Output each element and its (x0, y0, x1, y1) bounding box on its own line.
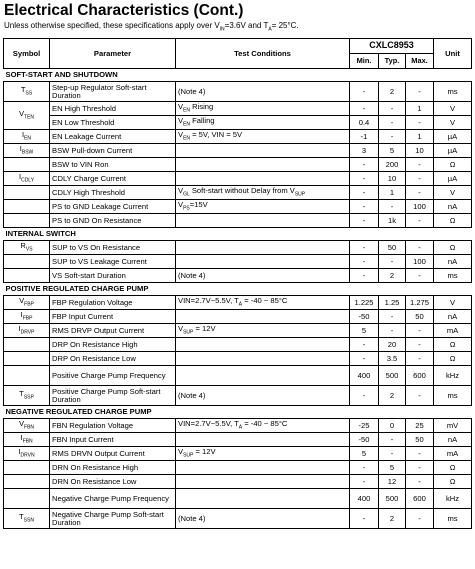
condition-cell (176, 310, 350, 324)
parameter-cell: BSW to VIN Ron (50, 158, 176, 172)
electrical-characteristics-table (3, 38, 472, 529)
section-title: SOFT-START AND SHUTDOWN (4, 69, 472, 82)
max-value-cell: - (406, 386, 434, 406)
max-value-cell: 100 (406, 255, 434, 269)
unit-cell: Ω (434, 352, 472, 366)
typ-value-cell: - (379, 130, 406, 144)
table-row (4, 310, 472, 324)
typ-value-cell: 1k (379, 214, 406, 228)
symbol-cell (4, 489, 50, 509)
table-row (4, 102, 472, 116)
unit-cell: kHz (434, 489, 472, 509)
table-row (4, 433, 472, 447)
header-part-number: CXLC8953 (350, 39, 434, 54)
symbol-cell: $I_{EN}$ (4, 130, 50, 144)
typ-value-cell: 2 (379, 82, 406, 102)
symbol-cell: $I_{CDLY}$ (4, 172, 50, 186)
unit-cell: nA (434, 310, 472, 324)
parameter-cell: Positive Charge Pump Frequency (50, 366, 176, 386)
condition-cell: $V_{EN}$ Rising (176, 102, 350, 116)
min-value-cell: 1.225 (350, 296, 379, 310)
header-max: Max. (406, 54, 434, 69)
condition-cell: VIN=2.7V~5.5V, $T_A = -40$ ~ 85°C (176, 296, 350, 310)
unit-cell: ms (434, 269, 472, 283)
section-header (4, 406, 472, 419)
typ-value-cell: 2 (379, 269, 406, 283)
parameter-cell: FBN Input Current (50, 433, 176, 447)
typ-value-cell: - (379, 310, 406, 324)
condition-cell (176, 338, 350, 352)
section-title: POSITIVE REGULATED CHARGE PUMP (4, 283, 472, 296)
max-value-cell: - (406, 82, 434, 102)
typ-value-cell: - (379, 433, 406, 447)
min-value-cell: - (350, 461, 379, 475)
max-value-cell: 25 (406, 419, 434, 433)
max-value-cell: - (406, 241, 434, 255)
max-value-cell: 1 (406, 102, 434, 116)
max-value-cell: 600 (406, 489, 434, 509)
condition-cell (176, 214, 350, 228)
parameter-cell: RMS DRVP Output Current (50, 324, 176, 338)
symbol-cell (4, 475, 50, 489)
unit-cell: ms (434, 386, 472, 406)
typ-value-cell: 5 (379, 461, 406, 475)
max-value-cell: - (406, 352, 434, 366)
min-value-cell: 400 (350, 489, 379, 509)
table-body (4, 69, 472, 529)
table-row (4, 241, 472, 255)
max-value-cell: - (406, 461, 434, 475)
unit-cell: ms (434, 82, 472, 102)
min-value-cell: - (350, 241, 379, 255)
parameter-cell: SUP to VS Leakage Current (50, 255, 176, 269)
table-row (4, 269, 472, 283)
table-row (4, 296, 472, 310)
min-value-cell: - (350, 509, 379, 529)
table-row (4, 489, 472, 509)
symbol-cell (4, 186, 50, 200)
table-row (4, 386, 472, 406)
section-header (4, 228, 472, 241)
symbol-cell: $I_{BSW}$ (4, 144, 50, 158)
section-title: INTERNAL SWITCH (4, 228, 472, 241)
header-parameter: Parameter (50, 39, 176, 69)
symbol-cell: $I_{FBN}$ (4, 433, 50, 447)
parameter-cell: DRN On Resistance High (50, 461, 176, 475)
symbol-cell: $I_{DRVN}$ (4, 447, 50, 461)
symbol-cell: $V_{TEN}$ (4, 102, 50, 130)
condition-cell (176, 172, 350, 186)
table-row (4, 144, 472, 158)
symbol-cell: $V_{FBP}$ (4, 296, 50, 310)
parameter-cell: EN Leakage Current (50, 130, 176, 144)
table-row (4, 116, 472, 130)
unit-cell: Ω (434, 241, 472, 255)
table-row (4, 214, 472, 228)
condition-cell: (Note 4) (176, 269, 350, 283)
typ-value-cell: 1.25 (379, 296, 406, 310)
condition-cell (176, 255, 350, 269)
typ-value-cell: - (379, 102, 406, 116)
condition-cell: $V_{EN} = 5V$, VIN = 5V (176, 130, 350, 144)
typ-value-cell: 1 (379, 186, 406, 200)
unit-cell: nA (434, 255, 472, 269)
condition-cell: $V_{GL}$ Soft-start without Delay from $V_{SUP}$ (176, 186, 350, 200)
max-value-cell: 100 (406, 200, 434, 214)
table-row (4, 475, 472, 489)
unit-cell: mA (434, 324, 472, 338)
unit-cell: V (434, 102, 472, 116)
condition-cell: $V_{PS}=15V$ (176, 200, 350, 214)
min-value-cell: - (350, 172, 379, 186)
typ-value-cell: - (379, 255, 406, 269)
condition-cell: $V_{SUP} = 12V$ (176, 447, 350, 461)
table-row (4, 366, 472, 386)
unit-cell: nA (434, 200, 472, 214)
symbol-cell: $I_{FBP}$ (4, 310, 50, 324)
condition-cell: VIN=2.7V~5.5V, $T_A = -40$ ~ 85°C (176, 419, 350, 433)
min-value-cell: - (350, 82, 379, 102)
condition-cell: (Note 4) (176, 82, 350, 102)
table-row (4, 158, 472, 172)
section-header (4, 283, 472, 296)
symbol-cell: $T_{SS}$ (4, 82, 50, 102)
unit-cell: Ω (434, 158, 472, 172)
parameter-cell: EN Low Threshold (50, 116, 176, 130)
unit-cell: nA (434, 433, 472, 447)
header-typ: Typ. (379, 54, 406, 69)
header-unit: Unit (434, 39, 472, 69)
condition-cell (176, 241, 350, 255)
max-value-cell: 1.275 (406, 296, 434, 310)
min-value-cell: 400 (350, 366, 379, 386)
typ-value-cell: 2 (379, 386, 406, 406)
unit-cell: mV (434, 419, 472, 433)
max-value-cell: - (406, 475, 434, 489)
table-row (4, 338, 472, 352)
typ-value-cell: - (379, 200, 406, 214)
typ-value-cell: 500 (379, 366, 406, 386)
parameter-cell: Positive Charge Pump Soft-start Duration (50, 386, 176, 406)
table-row (4, 419, 472, 433)
min-value-cell: - (350, 102, 379, 116)
unit-cell: mA (434, 447, 472, 461)
parameter-cell: RMS DRVN Output Current (50, 447, 176, 461)
condition-cell (176, 158, 350, 172)
max-value-cell: 600 (406, 366, 434, 386)
typ-value-cell: 2 (379, 509, 406, 529)
min-value-cell: -50 (350, 433, 379, 447)
parameter-cell: DRP On Resistance High (50, 338, 176, 352)
table-row (4, 200, 472, 214)
typ-value-cell: 12 (379, 475, 406, 489)
table-row (4, 130, 472, 144)
unit-cell: Ω (434, 338, 472, 352)
symbol-cell: $T_{SSN}$ (4, 509, 50, 529)
header-test-conditions: Test Conditions (176, 39, 350, 69)
typ-value-cell: 20 (379, 338, 406, 352)
min-value-cell: -1 (350, 130, 379, 144)
typ-value-cell: 3.5 (379, 352, 406, 366)
table-row (4, 461, 472, 475)
max-value-cell: - (406, 172, 434, 186)
table-row (4, 186, 472, 200)
min-value-cell: - (350, 475, 379, 489)
max-value-cell: - (406, 447, 434, 461)
condition-cell (176, 475, 350, 489)
parameter-cell: DRP On Resistance Low (50, 352, 176, 366)
typ-value-cell: 50 (379, 241, 406, 255)
typ-value-cell: 10 (379, 172, 406, 186)
table-row (4, 509, 472, 529)
table-row (4, 447, 472, 461)
parameter-cell: Negative Charge Pump Soft-start Duration (50, 509, 176, 529)
unit-cell: Ω (434, 461, 472, 475)
typ-value-cell: 5 (379, 144, 406, 158)
min-value-cell: - (350, 386, 379, 406)
condition-cell (176, 352, 350, 366)
min-value-cell: - (350, 158, 379, 172)
parameter-cell: CDLY Charge Current (50, 172, 176, 186)
condition-cell (176, 489, 350, 509)
min-value-cell: 5 (350, 324, 379, 338)
max-value-cell: - (406, 214, 434, 228)
parameter-cell: DRN On Resistance Low (50, 475, 176, 489)
unit-cell: V (434, 116, 472, 130)
condition-cell (176, 461, 350, 475)
min-value-cell: - (350, 352, 379, 366)
section-title: NEGATIVE REGULATED CHARGE PUMP (4, 406, 472, 419)
symbol-cell (4, 158, 50, 172)
max-value-cell: - (406, 509, 434, 529)
min-value-cell: - (350, 186, 379, 200)
header-symbol: Symbol (4, 39, 50, 69)
parameter-cell: EN High Threshold (50, 102, 176, 116)
typ-value-cell: 500 (379, 489, 406, 509)
max-value-cell: - (406, 324, 434, 338)
symbol-cell (4, 352, 50, 366)
max-value-cell: 50 (406, 310, 434, 324)
max-value-cell: - (406, 338, 434, 352)
min-value-cell: 3 (350, 144, 379, 158)
condition-cell: $V_{EN}$ Falling (176, 116, 350, 130)
max-value-cell: - (406, 158, 434, 172)
max-value-cell: - (406, 269, 434, 283)
unit-cell: µA (434, 130, 472, 144)
symbol-cell (4, 461, 50, 475)
unit-cell: Ω (434, 475, 472, 489)
symbol-cell (4, 200, 50, 214)
unit-cell: ms (434, 509, 472, 529)
parameter-cell: SUP to VS On Resistance (50, 241, 176, 255)
unit-cell: V (434, 296, 472, 310)
min-value-cell: 0.4 (350, 116, 379, 130)
table-row (4, 352, 472, 366)
typ-value-cell: - (379, 324, 406, 338)
condition-cell: (Note 4) (176, 386, 350, 406)
parameter-cell: PS to GND Leakage Current (50, 200, 176, 214)
parameter-cell: BSW Pull-down Current (50, 144, 176, 158)
page-title: Electrical Characteristics (Cont.) (4, 2, 244, 19)
max-value-cell: 10 (406, 144, 434, 158)
parameter-cell: CDLY High Threshold (50, 186, 176, 200)
table-row (4, 82, 472, 102)
min-value-cell: - (350, 200, 379, 214)
condition-cell (176, 366, 350, 386)
condition-cell (176, 433, 350, 447)
symbol-cell: $R_{VS}$ (4, 241, 50, 255)
header-min: Min. (350, 54, 379, 69)
page-subtitle: Unless otherwise specified, these specifications apply over $V_{IN}=3.6V$ and $T_A= 25^\circ C$. (4, 21, 299, 33)
table-row (4, 324, 472, 338)
symbol-cell: $I_{DRVP}$ (4, 324, 50, 338)
section-header (4, 69, 472, 82)
condition-cell: $V_{SUP} = 12V$ (176, 324, 350, 338)
min-value-cell: 5 (350, 447, 379, 461)
parameter-cell: FBP Regulation Voltage (50, 296, 176, 310)
max-value-cell: 1 (406, 130, 434, 144)
symbol-cell (4, 366, 50, 386)
symbol-cell: $T_{SSP}$ (4, 386, 50, 406)
min-value-cell: - (350, 338, 379, 352)
max-value-cell: - (406, 186, 434, 200)
parameter-cell: FBN Regulation Voltage (50, 419, 176, 433)
symbol-cell (4, 269, 50, 283)
min-value-cell: - (350, 269, 379, 283)
table-row (4, 255, 472, 269)
parameter-cell: PS to GND On Resistance (50, 214, 176, 228)
max-value-cell: - (406, 116, 434, 130)
max-value-cell: 50 (406, 433, 434, 447)
condition-cell: (Note 4) (176, 509, 350, 529)
symbol-cell (4, 255, 50, 269)
min-value-cell: -50 (350, 310, 379, 324)
symbol-cell (4, 338, 50, 352)
min-value-cell: - (350, 214, 379, 228)
unit-cell: V (434, 186, 472, 200)
symbol-cell: $V_{FBN}$ (4, 419, 50, 433)
unit-cell: kHz (434, 366, 472, 386)
parameter-cell: Negative Charge Pump Frequency (50, 489, 176, 509)
unit-cell: Ω (434, 214, 472, 228)
typ-value-cell: - (379, 447, 406, 461)
typ-value-cell: - (379, 116, 406, 130)
parameter-cell: Step-up Regulator Soft-start Duration (50, 82, 176, 102)
typ-value-cell: 200 (379, 158, 406, 172)
typ-value-cell: 0 (379, 419, 406, 433)
condition-cell (176, 144, 350, 158)
parameter-cell: FBP Input Current (50, 310, 176, 324)
unit-cell: µA (434, 172, 472, 186)
min-value-cell: - (350, 255, 379, 269)
parameter-cell: VS Soft-start Duration (50, 269, 176, 283)
min-value-cell: -25 (350, 419, 379, 433)
symbol-cell (4, 214, 50, 228)
unit-cell: µA (434, 144, 472, 158)
table-row (4, 172, 472, 186)
